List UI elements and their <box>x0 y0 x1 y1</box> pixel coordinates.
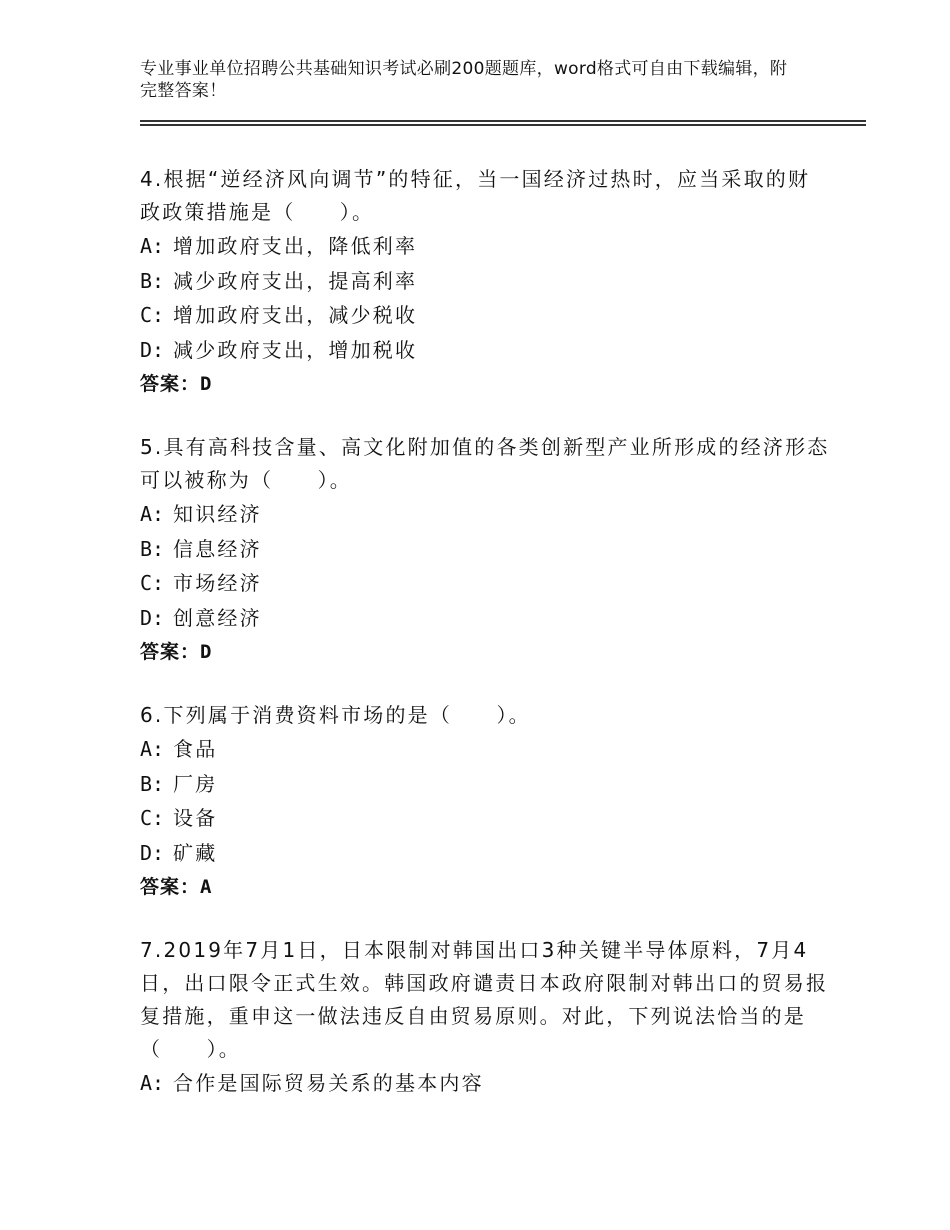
answer-label: 答案： <box>140 373 201 395</box>
option-c <box>140 801 830 836</box>
option-b <box>140 264 830 299</box>
header-divider-bottom <box>140 124 866 126</box>
answer-label: 答案： <box>140 641 201 663</box>
answer-line <box>140 635 830 669</box>
option-letter: B: <box>140 771 165 796</box>
question-4 <box>140 163 830 401</box>
option-letter: A: <box>140 737 165 761</box>
option-d <box>140 836 830 871</box>
option-text: 厂房 <box>173 771 218 796</box>
option-b <box>140 767 830 802</box>
option-c <box>140 298 830 333</box>
option-text: 信息经济 <box>173 536 262 561</box>
option-text: 矿藏 <box>173 840 218 865</box>
answer-value: A <box>200 876 213 898</box>
option-text: 合作是国际贸易关系的基本内容 <box>173 1071 484 1095</box>
option-text: 增加政府支出，减少税收 <box>173 303 418 327</box>
option-text: 减少政府支出，提高利率 <box>173 268 418 293</box>
question-list <box>140 163 830 1131</box>
option-letter: B: <box>140 268 165 293</box>
option-text: 减少政府支出，增加税收 <box>173 337 418 362</box>
option-letter: A: <box>140 1071 165 1095</box>
option-b <box>140 532 830 567</box>
option-a <box>140 497 830 532</box>
option-a <box>140 229 830 264</box>
option-letter: A: <box>140 234 165 258</box>
option-a <box>140 732 830 767</box>
option-text: 知识经济 <box>173 502 262 526</box>
option-letter: C: <box>140 303 165 327</box>
option-letter: C: <box>140 571 165 595</box>
question-text: 7.2019年7月1日，日本限制对韩国出口3种关键半导体原料，7月4日，出口限令正式生效。韩国政府谴责日本政府限制对韩出口的贸易报复措施，重申这一做法违反自由贸易原则。对此，下列说法恰当的是（ ）。 <box>140 938 829 1061</box>
option-letter: D: <box>140 337 165 362</box>
option-letter: B: <box>140 536 165 561</box>
document-header: 专业事业单位招聘公共基础知识考试必刷200题题库，word格式可自由下载编辑，附完整答案！ <box>140 59 788 101</box>
option-text: 设备 <box>173 806 218 830</box>
option-letter: C: <box>140 806 165 830</box>
answer-value: D <box>200 373 213 395</box>
question-7 <box>140 934 830 1101</box>
answer-line <box>140 870 830 904</box>
question-6 <box>140 699 830 904</box>
question-text: 5.具有高科技含量、高文化附加值的各类创新型产业所形成的经济形态可以被称为（ ）。 <box>140 435 830 492</box>
option-letter: D: <box>140 840 165 865</box>
answer-value: D <box>200 641 213 663</box>
question-5 <box>140 431 830 669</box>
header-divider-top <box>140 120 866 122</box>
option-letter: D: <box>140 605 165 630</box>
option-text: 增加政府支出，降低利率 <box>173 234 418 258</box>
option-text: 创意经济 <box>173 605 262 630</box>
option-a <box>140 1066 830 1101</box>
question-text: 4.根据“逆经济风向调节”的特征，当一国经济过热时，应当采取的财政政策措施是（ ）。 <box>140 167 811 224</box>
question-text: 6.下列属于消费资料市场的是（ ）。 <box>140 703 531 727</box>
option-d <box>140 601 830 636</box>
option-text: 市场经济 <box>173 571 262 595</box>
option-letter: A: <box>140 502 165 526</box>
option-text: 食品 <box>173 737 218 761</box>
answer-label: 答案： <box>140 876 201 898</box>
option-d <box>140 333 830 368</box>
option-c <box>140 566 830 601</box>
answer-line <box>140 367 830 401</box>
